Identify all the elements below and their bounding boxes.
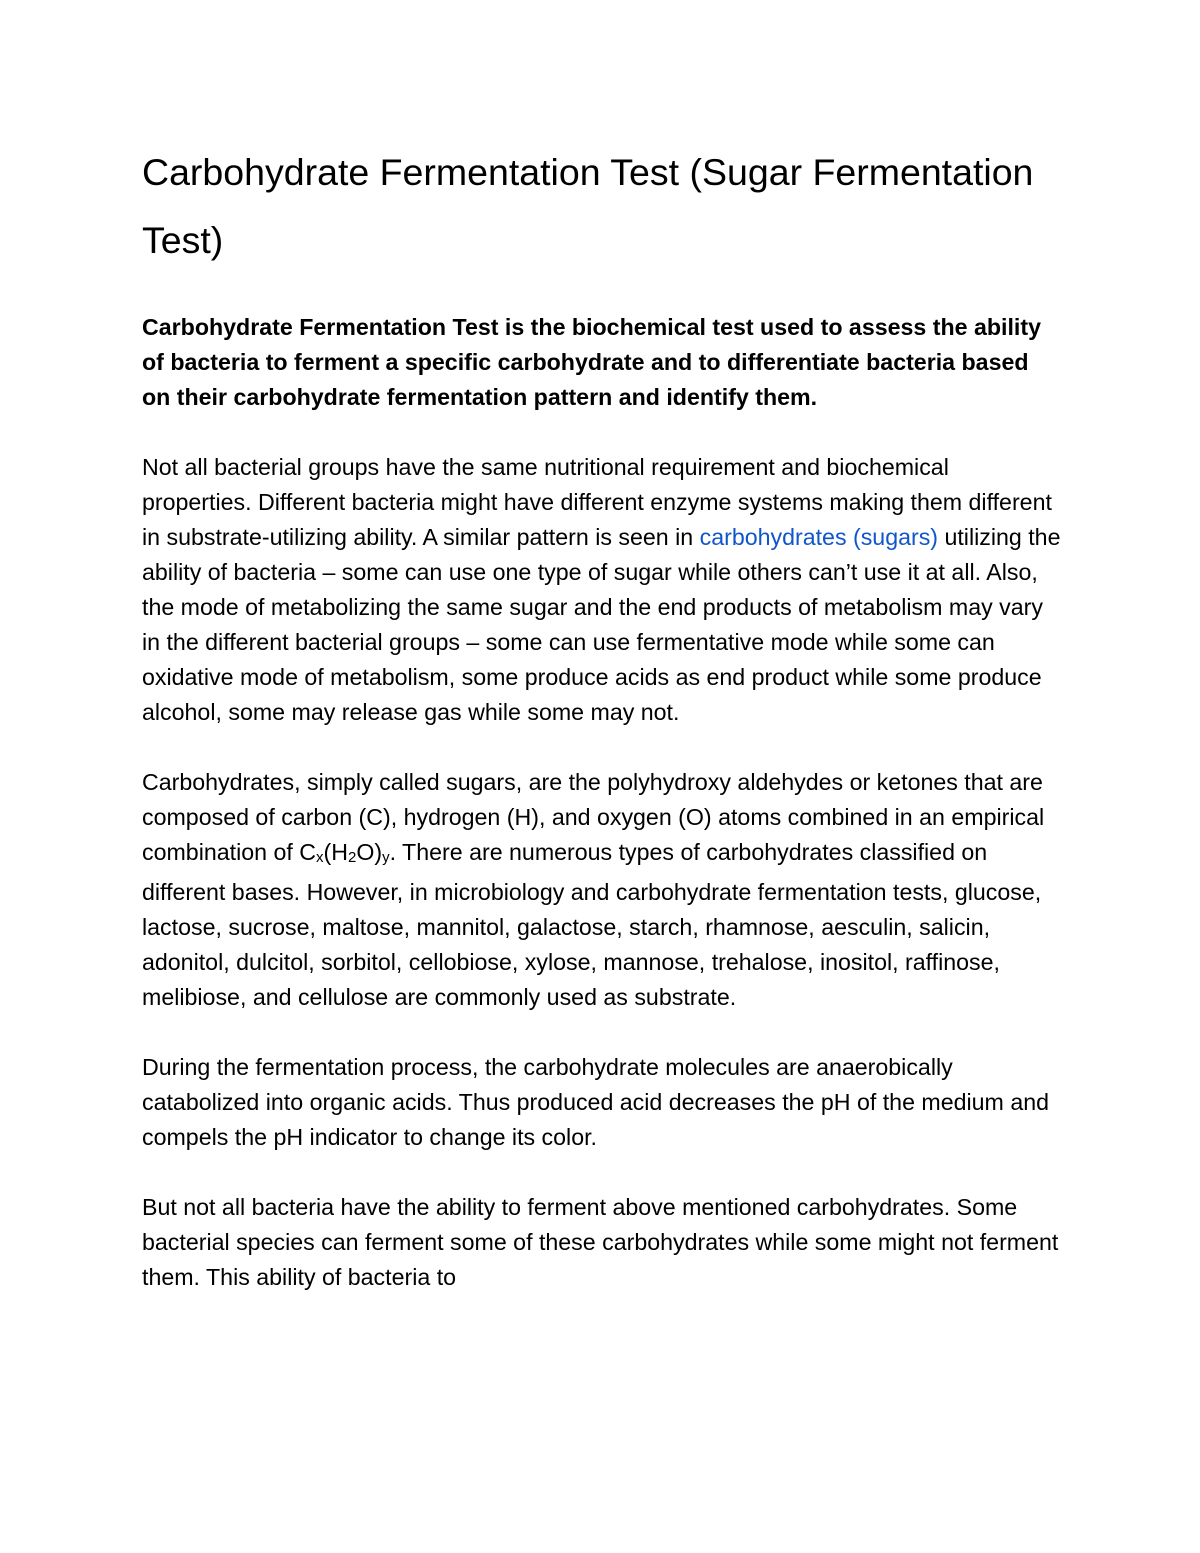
paragraph-fermentation-process: During the fermentation process, the carbohydrate molecules are anaerobically catabolized into organic acids. Thus produced acid decreases the pH of the medium and compels the pH indicator to change its color. bbox=[142, 1054, 1050, 1150]
paragraph-text: . There are numerous types of carbohydrates classified on different bases. However, in microbiology and carbohydrate fermentation tests, glucose, lactose, sucrose, maltose, mannitol, galactose, starch, rhamnose, aesculin, salicin, adonitol, dulcitol, sorbitol, cellobiose, xylose, mannose, trehalose, inositol, raffinose, melibiose, and cellulose are commonly used as substrate. bbox=[142, 839, 1042, 1010]
empirical-formula bbox=[299, 839, 389, 865]
formula-subscript-2: 2 bbox=[347, 849, 357, 866]
formula-open: (H bbox=[323, 839, 348, 865]
paragraph-nutrition bbox=[142, 450, 1062, 730]
formula-close: O) bbox=[356, 839, 383, 865]
paragraph-text: Not all bacterial groups have the same nutritional requirement and biochemical properties. Different bacteria might have different enzyme systems making them different in substrate-utilizing ability. A similar pattern is seen in bbox=[142, 454, 1052, 550]
lead-paragraph: Carbohydrate Fermentation Test is the biochemical test used to assess the ability of bacteria to ferment a specific carbohydrate and to differentiate bacteria based on their carbohydrate fermentation pattern and identify them. bbox=[142, 314, 1041, 410]
paragraph-text: Carbohydrates, simply called sugars, are the polyhydroxy aldehydes or ketones that are composed of carbon (C), hydrogen (H), and oxygen (O) atoms combined in an empirical combination of bbox=[142, 769, 1045, 865]
document-body bbox=[142, 138, 1062, 1295]
paragraph-bacteria-ability: But not all bacteria have the ability to ferment above mentioned carbohydrates. Some bacterial species can ferment some of these carbohydrates while some might not ferment them. This ability of bacteria to bbox=[142, 1194, 1059, 1290]
formula-subscript-x: x bbox=[316, 849, 324, 866]
formula-c: C bbox=[299, 839, 317, 865]
paragraph-text: utilizing the ability of bacteria – some can use one type of sugar while others can’t use it at all. Also, the mode of metabolizing the same sugar and the end products of metabolism may vary in the different bacterial groups – some can use fermentative mode while some can oxidative mode of metabolism, some produce acids as end product while some produce alcohol, some may release gas while some may not. bbox=[142, 524, 1061, 725]
carbohydrates-link[interactable]: carbohydrates (sugars) bbox=[699, 524, 939, 550]
formula-subscript-y: y bbox=[382, 849, 390, 866]
document-title: Carbohydrate Fermentation Test (Sugar Fermentation Test) bbox=[142, 151, 1034, 261]
paragraph-carbohydrates bbox=[142, 765, 1062, 1015]
